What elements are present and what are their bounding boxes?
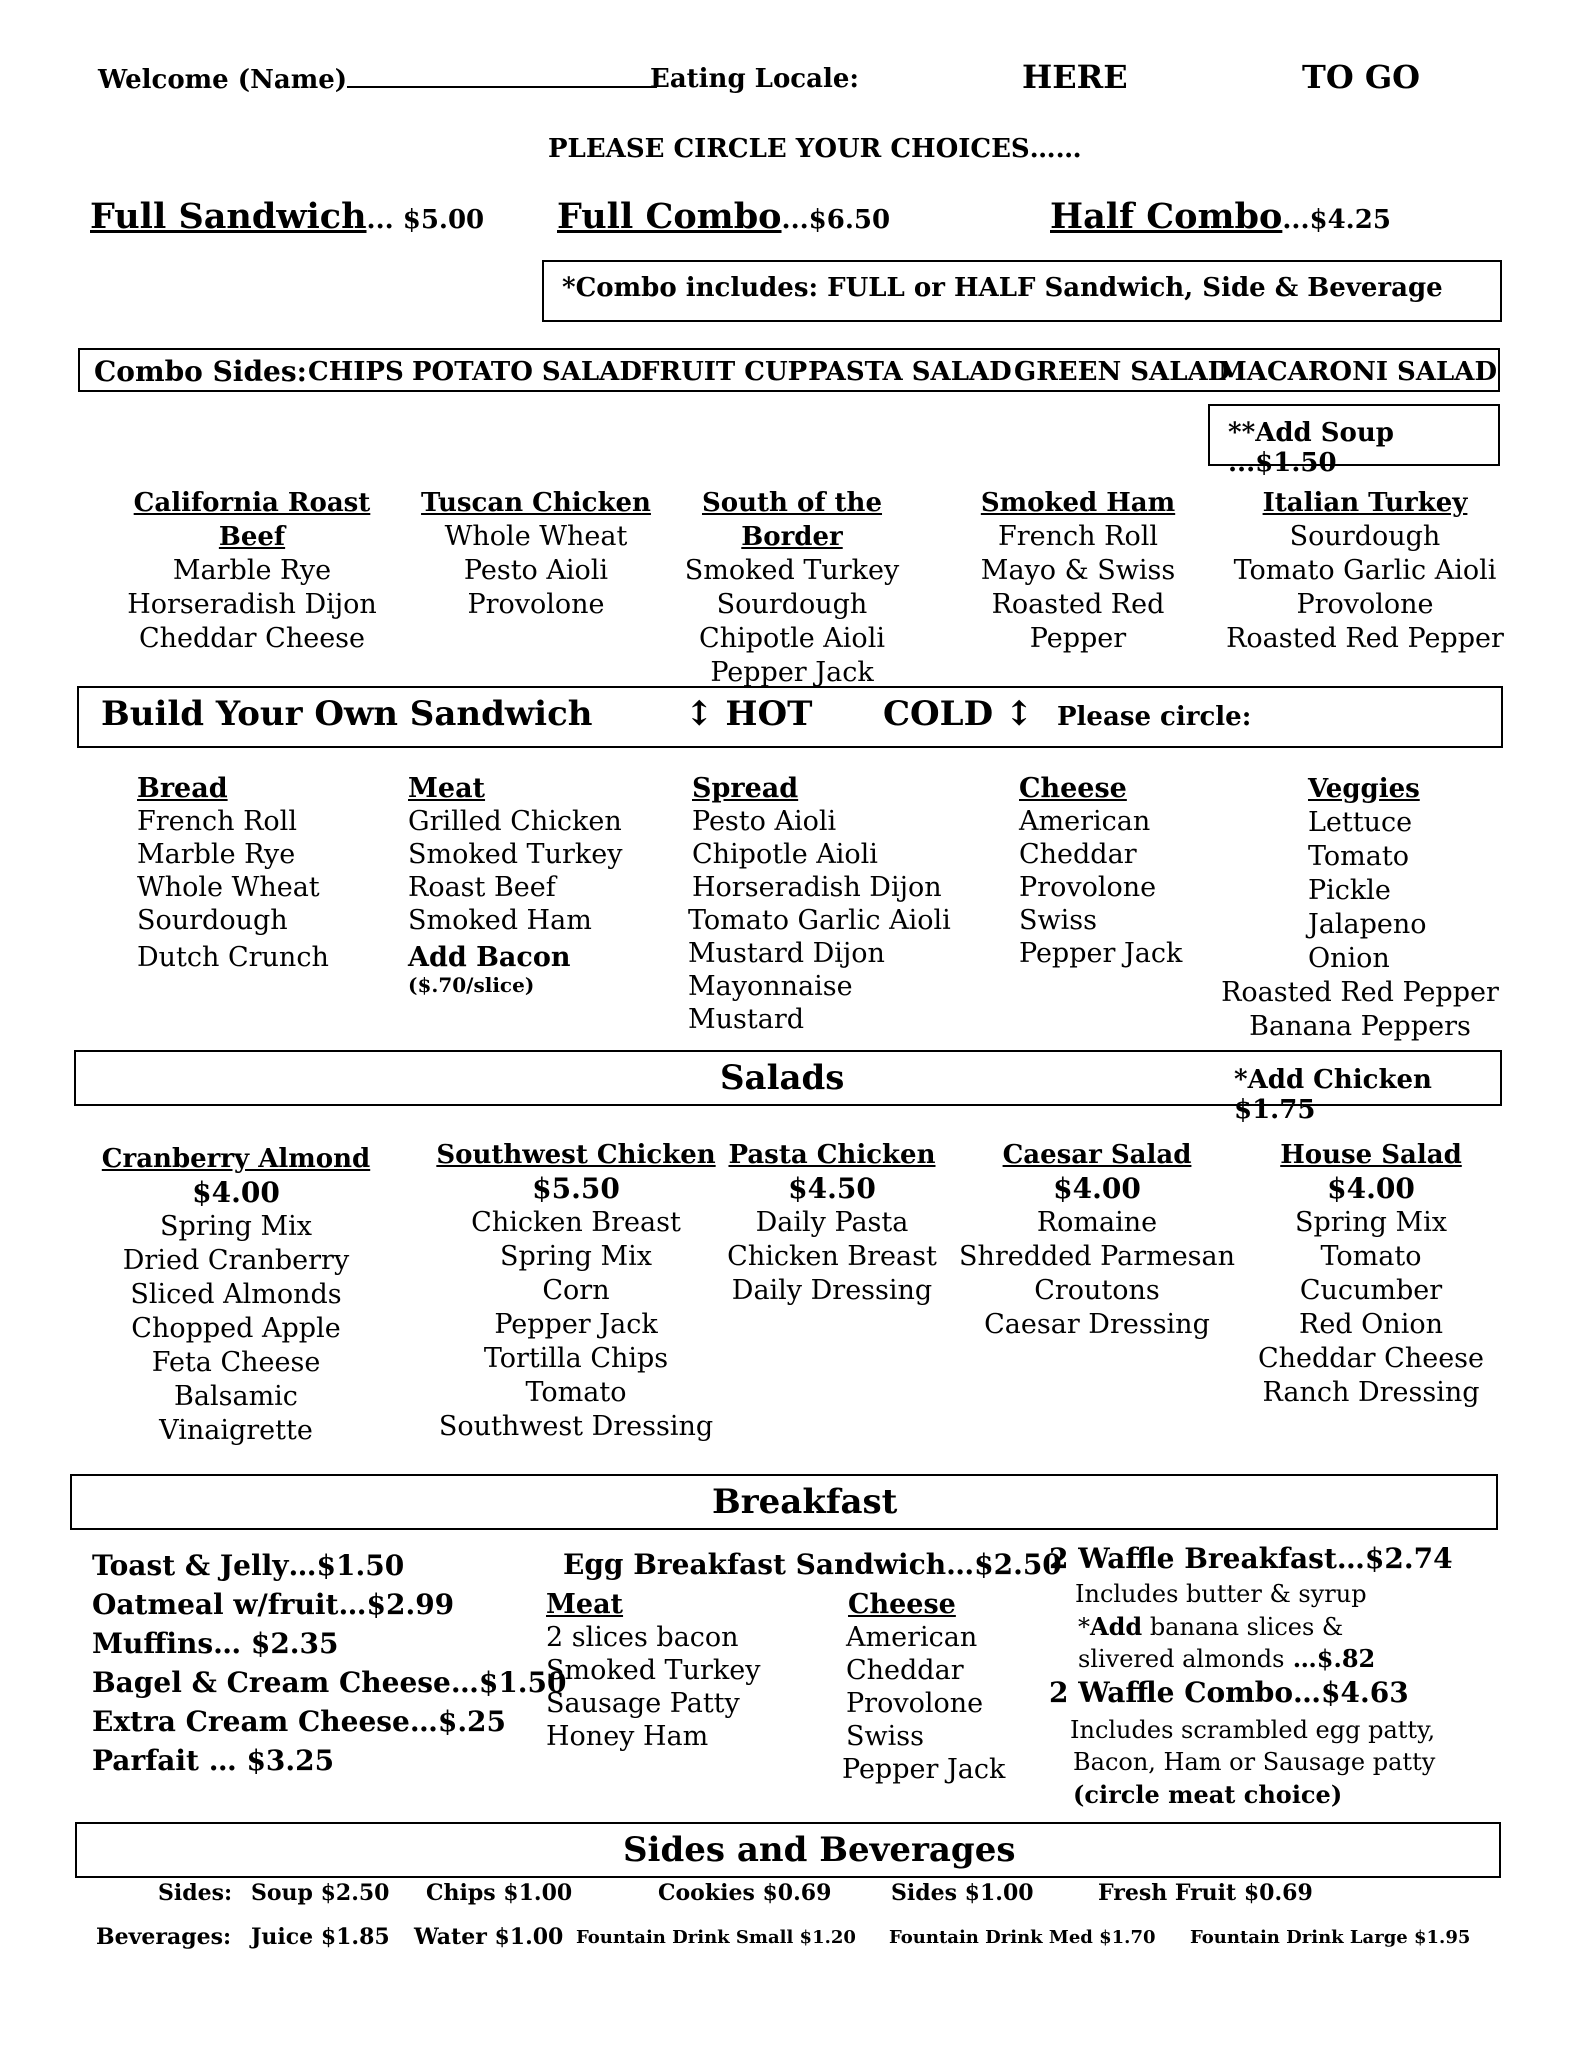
full-combo-option[interactable]: Full Combo...$6.50: [557, 196, 891, 237]
combo-note-box: *Combo includes: FULL or HALF Sandwich, Side & Beverage: [542, 260, 1502, 322]
cheese-option[interactable]: Pepper Jack: [1019, 938, 1183, 969]
combo-sides-box: [78, 348, 1500, 392]
combo-side-fruit-cup[interactable]: FRUIT CUP: [641, 357, 808, 387]
veggies-column: Veggies Lettuce Tomato Pickle Jalapeno Onion Roasted Red Pepper Banana Peppers: [1221, 774, 1499, 1042]
egg-cheese-option[interactable]: Pepper Jack: [842, 1754, 1006, 1785]
spread-option[interactable]: Chipotle Aioli: [692, 839, 878, 870]
breakfast-item[interactable]: Oatmeal w/fruit…$2.99: [92, 1588, 455, 1621]
bread-option[interactable]: Sourdough: [137, 905, 288, 936]
waffle-combo[interactable]: 2 Waffle Combo…$4.63: [1049, 1676, 1409, 1709]
side-soup[interactable]: Soup $2.50: [251, 1880, 390, 1906]
egg-cheese-column: Cheese American Cheddar Provolone Swiss Pepper Jack: [842, 1589, 1006, 1785]
veggie-option[interactable]: Lettuce: [1308, 807, 1413, 838]
beverage-fountain-med[interactable]: Fountain Drink Med $1.70: [889, 1927, 1156, 1948]
egg-meat-column: Meat 2 slices bacon Smoked Turkey Sausage Patty Honey Ham: [546, 1589, 761, 1752]
beverage-fountain-small[interactable]: Fountain Drink Small $1.20: [576, 1927, 856, 1948]
hot-option[interactable]: ↕ HOT: [685, 694, 813, 734]
spread-option[interactable]: Tomato Garlic Aioli: [688, 905, 951, 936]
veggie-option[interactable]: Roasted Red Pepper: [1221, 977, 1499, 1008]
combo-side-chips[interactable]: CHIPS: [308, 357, 404, 387]
waffle-note: Includes butter & syrup: [1075, 1580, 1367, 1608]
sides-beverages-box: [75, 1822, 1501, 1878]
waffle-combo-meat-note: Bacon, Ham or Sausage patty: [1073, 1748, 1436, 1776]
breakfast-item[interactable]: Extra Cream Cheese…$.25: [92, 1705, 507, 1738]
sides-label: Sides:: [158, 1880, 233, 1906]
breakfast-title: Breakfast: [712, 1482, 898, 1522]
spread-option[interactable]: Mustard: [688, 1004, 805, 1035]
cheese-option[interactable]: American: [1019, 806, 1151, 837]
here-option[interactable]: HERE: [1022, 58, 1128, 96]
please-circle-label: Please circle:: [1057, 702, 1252, 732]
side-sides[interactable]: Sides $1.00: [891, 1880, 1034, 1906]
full-sandwich-option[interactable]: Full Sandwich... $5.00: [90, 196, 485, 237]
combo-sides-label: Combo Sides:: [94, 355, 307, 388]
veggie-option[interactable]: Tomato: [1308, 841, 1409, 872]
meat-option[interactable]: Grilled Chicken: [408, 806, 622, 837]
combo-side-green-salad[interactable]: GREEN SALAD: [1014, 357, 1231, 387]
bread-option[interactable]: Dutch Crunch: [137, 942, 329, 973]
meat-column: Meat Grilled Chicken Smoked Turkey Roast Beef Smoked Ham Add Bacon ($.70/slice): [408, 773, 623, 997]
spread-column: Spread Pesto Aioli Chipotle Aioli Horseradish Dijon Tomato Garlic Aioli Mustard Dijon Mayonnaise Mustard: [688, 773, 951, 1035]
bread-option[interactable]: Whole Wheat: [137, 872, 320, 903]
bread-column: Bread French Roll Marble Rye Whole Wheat Sourdough Dutch Crunch: [137, 773, 329, 973]
name-blank-field[interactable]: [347, 64, 657, 88]
spread-option[interactable]: Horseradish Dijon: [692, 872, 942, 903]
egg-meat-option[interactable]: Honey Ham: [546, 1721, 709, 1752]
egg-cheese-option[interactable]: American: [846, 1622, 978, 1653]
salad-caesar[interactable]: Caesar Salad $4.00 Romaine Shredded Parmesan Croutons Caesar Dressing: [958, 1140, 1236, 1340]
bread-option[interactable]: Marble Rye: [137, 839, 296, 870]
salad-cranberry-almond[interactable]: Cranberry Almond $4.00 Spring Mix Dried Cranberry Sliced Almonds Chopped Apple Feta Cheese Balsamic Vinaigrette: [101, 1144, 371, 1446]
waffle-breakfast[interactable]: 2 Waffle Breakfast…$2.74: [1049, 1542, 1453, 1575]
breakfast-box: [70, 1474, 1498, 1530]
salads-title: Salads: [720, 1058, 845, 1098]
salad-southwest-chicken[interactable]: Southwest Chicken $5.50 Chicken Breast Spring Mix Corn Pepper Jack Tortilla Chips Tomato Southwest Dressing: [436, 1140, 716, 1442]
sandwich-italian-turkey[interactable]: Italian Turkey Sourdough Tomato Garlic Aioli Provolone Roasted Red Pepper: [1226, 488, 1504, 654]
circle-meat-choice: (circle meat choice): [1073, 1780, 1343, 1809]
breakfast-item[interactable]: Parfait … $3.25: [92, 1744, 335, 1777]
side-cookies[interactable]: Cookies $0.69: [658, 1880, 832, 1906]
veggie-option[interactable]: Banana Peppers: [1249, 1011, 1471, 1042]
sandwich-south-of-the-border[interactable]: South of the Border Smoked Turkey Sourdough Chipotle Aioli Pepper Jack: [684, 488, 900, 688]
salads-box: [74, 1050, 1502, 1125]
breakfast-list: [92, 1546, 567, 1780]
side-chips[interactable]: Chips $1.00: [426, 1880, 573, 1906]
waffle-add-almonds: slivered almonds …$.82: [1078, 1644, 1376, 1673]
meat-option[interactable]: Smoked Turkey: [408, 839, 623, 870]
spread-option[interactable]: Mayonnaise: [688, 971, 853, 1002]
salad-house[interactable]: House Salad $4.00 Spring Mix Tomato Cucumber Red Onion Cheddar Cheese Ranch Dressing: [1257, 1140, 1485, 1408]
sides-beverages-title: Sides and Beverages: [623, 1830, 1016, 1870]
cheese-option[interactable]: Cheddar: [1019, 839, 1137, 870]
beverages-label: Beverages:: [96, 1924, 232, 1950]
breakfast-item[interactable]: Muffins… $2.35: [92, 1627, 339, 1660]
egg-breakfast-sandwich[interactable]: Egg Breakfast Sandwich…$2.50: [563, 1548, 1062, 1581]
breakfast-item[interactable]: Bagel & Cream Cheese…$1.50: [92, 1666, 567, 1699]
veggie-option[interactable]: Jalapeno: [1308, 909, 1427, 940]
add-soup-box[interactable]: **Add Soup ...$1.50: [1208, 404, 1500, 466]
egg-meat-option[interactable]: Sausage Patty: [546, 1688, 740, 1719]
circle-instruction: PLEASE CIRCLE YOUR CHOICES……: [548, 134, 1082, 164]
egg-meat-option[interactable]: 2 slices bacon: [546, 1622, 739, 1653]
add-chicken-option[interactable]: *Add Chicken $1.75: [1234, 1065, 1432, 1125]
side-fresh-fruit[interactable]: Fresh Fruit $0.69: [1098, 1880, 1313, 1906]
combo-side-pasta-salad[interactable]: PASTA SALAD: [808, 357, 1012, 387]
welcome-label: Welcome (Name): [98, 64, 657, 95]
cheese-option[interactable]: Swiss: [1019, 905, 1097, 936]
veggie-option[interactable]: Pickle: [1308, 875, 1391, 906]
beverage-water[interactable]: Water $1.00: [414, 1924, 564, 1950]
veggie-option[interactable]: Onion: [1308, 943, 1390, 974]
egg-cheese-option[interactable]: Provolone: [846, 1688, 984, 1719]
meat-option[interactable]: Smoked Ham: [408, 905, 592, 936]
combo-side-macaroni-salad[interactable]: MACARONI SALAD: [1218, 357, 1498, 387]
to-go-option[interactable]: TO GO: [1302, 58, 1421, 96]
eating-locale-label: Eating Locale:: [650, 64, 860, 94]
meat-option[interactable]: Roast Beef: [408, 872, 556, 903]
waffle-add-option[interactable]: *Add banana slices &: [1078, 1612, 1344, 1641]
build-your-own-box: [77, 686, 1503, 748]
spread-option[interactable]: Mustard Dijon: [688, 938, 885, 969]
half-combo-option[interactable]: Half Combo...$4.25: [1050, 196, 1391, 237]
combo-side-potato-salad[interactable]: POTATO SALAD: [412, 357, 642, 387]
sandwich-california-roast-beef[interactable]: California Roast Beef Marble Rye Horseradish Dijon Cheddar Cheese: [127, 488, 377, 654]
egg-meat-option[interactable]: Smoked Turkey: [546, 1655, 761, 1686]
cold-option[interactable]: COLD ↕: [883, 694, 1034, 734]
egg-cheese-option[interactable]: Cheddar: [846, 1655, 964, 1686]
beverage-fountain-large[interactable]: Fountain Drink Large $1.95: [1190, 1927, 1471, 1948]
build-your-own-title: Build Your Own Sandwich: [101, 694, 593, 734]
cheese-column: Cheese American Cheddar Provolone Swiss Pepper Jack: [1019, 773, 1183, 969]
bread-option[interactable]: French Roll: [137, 806, 297, 837]
cheese-option[interactable]: Provolone: [1019, 872, 1157, 903]
bacon-price: ($.70/slice): [408, 973, 535, 997]
spread-option[interactable]: Pesto Aioli: [692, 806, 837, 837]
sandwich-smoked-ham[interactable]: Smoked Ham French Roll Mayo & Swiss Roasted Red Pepper: [980, 488, 1176, 654]
egg-cheese-option[interactable]: Swiss: [846, 1721, 924, 1752]
beverage-juice[interactable]: Juice $1.85: [251, 1924, 390, 1950]
waffle-combo-note: Includes scrambled egg patty,: [1070, 1716, 1436, 1744]
sandwich-tuscan-chicken[interactable]: Tuscan Chicken Whole Wheat Pesto Aioli Provolone: [421, 488, 651, 620]
breakfast-item[interactable]: Toast & Jelly…$1.50: [92, 1549, 405, 1582]
salad-pasta-chicken[interactable]: Pasta Chicken $4.50 Daily Pasta Chicken Breast Daily Dressing: [727, 1140, 937, 1306]
add-bacon-option[interactable]: Add Bacon: [408, 942, 571, 973]
